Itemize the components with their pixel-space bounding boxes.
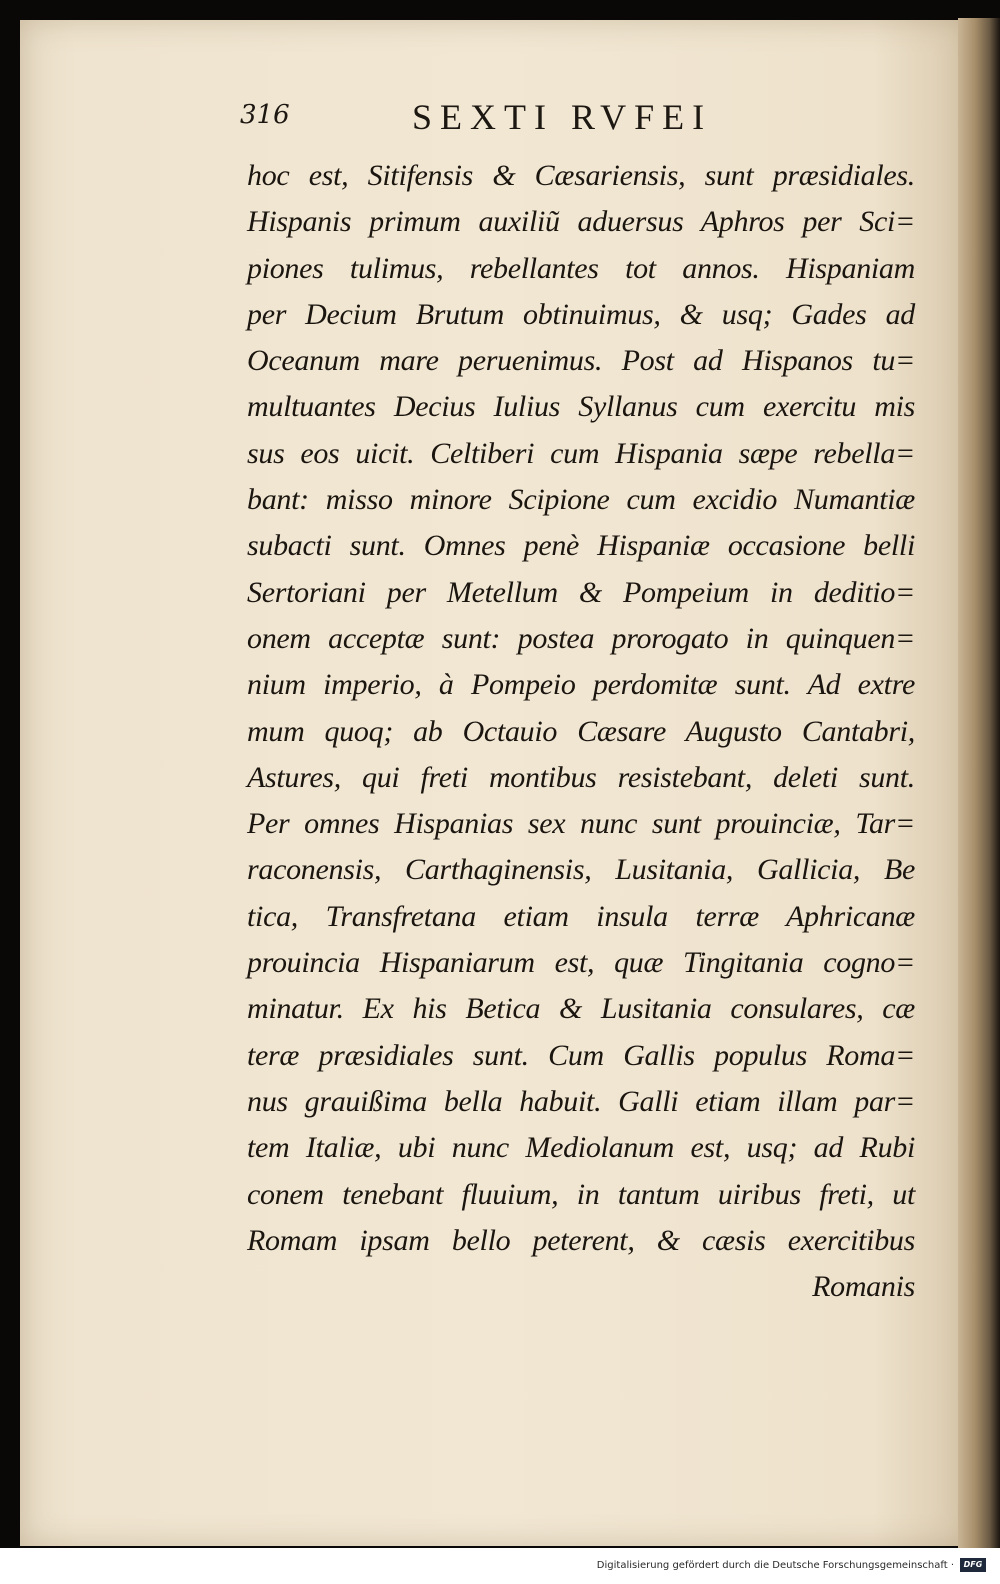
text-line: sus eos uicit. Celtiberi cum Hispania sæpe rebella= <box>247 436 915 470</box>
text-line: onem acceptæ sunt: postea prorogato in quinquen= <box>247 621 915 655</box>
dfg-logo: DFG <box>960 1558 986 1572</box>
text-line: tem Italiæ, ubi nunc Mediolanum est, usq; ad Rubi <box>247 1131 915 1165</box>
text-line: minatur. Ex his Betica & Lusitania consulares, cæ <box>247 992 915 1026</box>
text-line: conem tenebant fluuium, in tantum uiribus freti, ut <box>247 1177 915 1211</box>
page-fore-edge <box>958 18 1000 1548</box>
page-number: 316 <box>240 100 290 130</box>
text-line: Hispanis primum auxiliũ aduersus Aphros per Sci= <box>247 205 915 239</box>
text-line: teræ præsidiales sunt. Cum Gallis populus Roma= <box>247 1038 915 1072</box>
text-line: Romam ipsam bello peterent, & cæsis exercitibus <box>247 1223 915 1257</box>
text-line: hoc est, Sitifensis & Cæsariensis, sunt præsidiales. <box>247 159 915 192</box>
text-line: Oceanum mare peruenimus. Post ad Hispanos tu= <box>247 344 915 378</box>
digitization-footer <box>0 1548 1000 1584</box>
page-header <box>240 96 910 140</box>
text-line: nus grauißima bella habuit. Galli etiam illam par= <box>247 1084 915 1118</box>
catchword: Romanis <box>812 1270 915 1304</box>
text-line: subacti sunt. Omnes penè Hispaniæ occasione belli <box>247 529 915 563</box>
text-line: per Decium Brutum obtinuimus, & usq; Gades ad <box>247 297 915 331</box>
text-line: Sertoriani per Metellum & Pompeium in deditio= <box>247 575 915 609</box>
text-line: bant: misso minore Scipione cum excidio Numantiæ <box>247 483 915 517</box>
text-line: mum quoq; ab Octauio Cæsare Augusto Cantabri, <box>247 714 915 748</box>
text-line: nium imperio, à Pompeio perdomitæ sunt. Ad extre <box>247 668 915 702</box>
running-head: SEXTI RVFEI <box>412 97 713 137</box>
digitization-credit: Digitalisierung gefördert durch die Deutsche Forschungsgemeinschaft · <box>596 1560 954 1571</box>
body-text <box>247 153 915 1310</box>
text-line: Per omnes Hispanias sex nunc sunt prouinciæ, Tar= <box>247 807 915 841</box>
text-line: multuantes Decius Iulius Syllanus cum exercitu mis <box>247 390 915 424</box>
text-line: tica, Transfretana etiam insula terræ Aphricanæ <box>247 899 915 933</box>
text-line: Astures, qui freti montibus resistebant, deleti sunt. <box>247 760 915 794</box>
text-line: raconensis, Carthaginensis, Lusitania, Gallicia, Be <box>247 853 915 887</box>
text-line: piones tulimus, rebellantes tot annos. Hispaniam <box>247 251 915 285</box>
text-line: prouincia Hispaniarum est, quæ Tingitania cogno= <box>247 946 915 980</box>
